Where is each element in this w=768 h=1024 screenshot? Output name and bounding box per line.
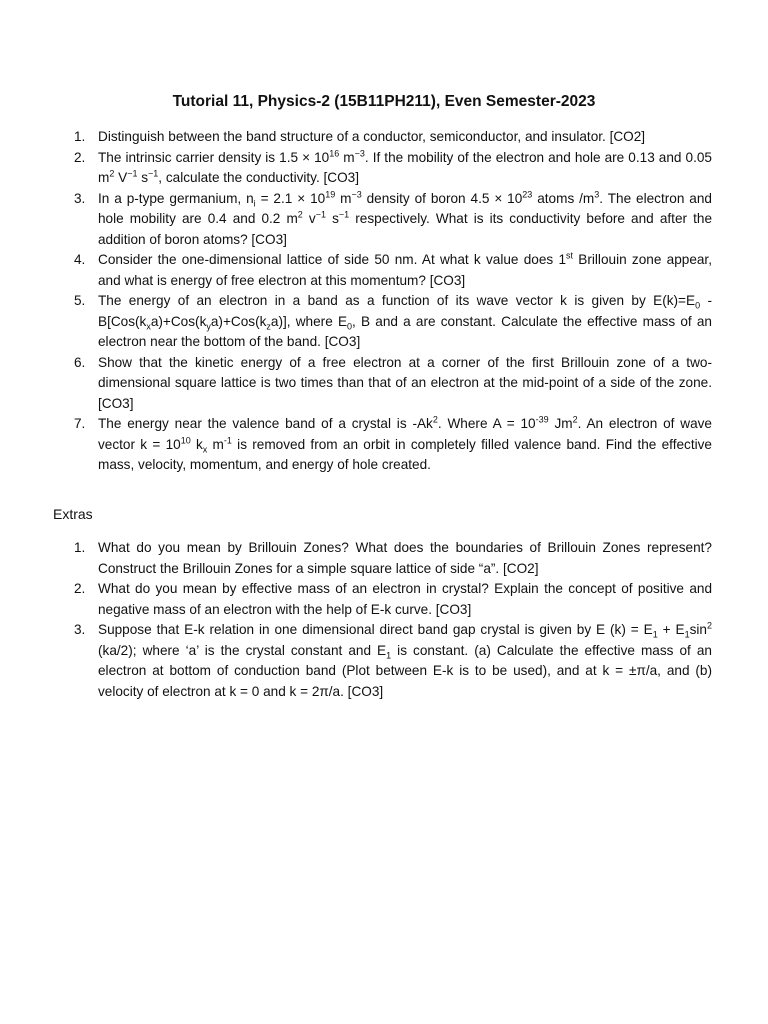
extra-question-item	[62, 620, 712, 702]
question-number: 3.	[74, 622, 86, 637]
question-list	[62, 127, 712, 476]
question-text: What do you mean by effective mass of an electron in crystal? Explain the concept of positive and negative mass of an electron with the help of E-k curve. [CO3]	[98, 581, 712, 617]
question-item	[62, 291, 712, 353]
question-number: 2.	[74, 149, 86, 165]
question-number: 7.	[74, 416, 86, 431]
question-text: Distinguish between the band structure of a conductor, semiconductor, and insulator. [CO2]	[98, 129, 646, 144]
question-item	[62, 148, 712, 189]
question-number: 2.	[74, 581, 86, 596]
question-number: 3.	[74, 190, 86, 206]
question-number: 5.	[74, 293, 86, 308]
question-number: 4.	[74, 252, 86, 267]
question-text: What do you mean by Brillouin Zones? What does the boundaries of Brillouin Zones represent? Construct the Brillouin Zones for a simple square lattice of side “a”. [CO2]	[98, 540, 712, 576]
page-title: Tutorial 11, Physics-2 (15B11PH211), Even Semester-2023	[172, 93, 596, 110]
question-text: The intrinsic carrier density is $1.5 \times 10^{16}$ $m^{-3}$. If the mobility of the electron and hole are 0.13 and 0.05 $m^2$ $V^{-1}$ $s^{-1}$, calculate the conductivity. [CO3]	[98, 147, 712, 185]
question-text: Suppose that E-k relation in one dimensional direct band gap crystal is given by E $(k) = E_1 + E_1\sin^2$ (ka/2); where ‘a’ is the crystal constant and $E_1$ is constant. (a) Calculate the effective mass of an electron at bottom of conduction band (Plot between E-k is to be used), and at k = ±π/a, and (b) velocity of electron at k = 0 and k = 2π/a. [CO3]	[98, 620, 712, 699]
question-item	[62, 127, 712, 148]
question-item	[62, 353, 712, 415]
extras-list	[62, 538, 712, 702]
question-item	[62, 189, 712, 251]
question-text: The energy near the valence band of a crystal is -Ak$^2$. Where $A = 10^{-39}$ Jm$^2$. An electron of wave vector $k = 10^{10}$ $k_x$ $m^{-1}$ is removed from an orbit in completely filled valence band. Find the effective mass, velocity, momentum, and energy of hole created.	[98, 414, 712, 472]
question-item	[62, 250, 712, 291]
extras-heading: Extras	[53, 506, 93, 522]
question-text: The energy of an electron in a band as a function of its wave vector k is given by $E(k)=E_0 - B[Cos(k_xa)+Cos(k_ya)+Cos(k_za)]$, where $E_0$, B and a are constant. Calculate the effective mass of an electron near the bottom of the band. [CO3]	[98, 293, 712, 349]
question-number: 6.	[74, 354, 86, 370]
question-text: Show that the kinetic energy of a free electron at a corner of the first Brillouin zone of a two-dimensional square lattice is two times than that of an electron at the mid-point of a side of the zone. [CO3]	[98, 354, 712, 411]
extra-question-item	[62, 538, 712, 579]
extra-question-item	[62, 579, 712, 620]
question-number: 1.	[74, 129, 86, 144]
question-text: Consider the one-dimensional lattice of side 50 nm. At what k value does 1st Brillouin zone appear, and what is energy of free electron at this momentum? [CO3]	[98, 250, 712, 288]
question-item	[62, 414, 712, 476]
question-text: In a p-type germanium, $n_i = 2.1 \times 10^{19}$ $m^{-3}$ density of boron $4.5 \times 10^{23}$ atoms $/m^3$. The electron and hole mobility are 0.4 and 0.2 $m^2$ $v^{-1}$ $s^{-1}$ respectively. What is its conductivity before and after the addition of boron atoms? [CO3]	[98, 188, 713, 247]
question-number: 1.	[74, 540, 86, 555]
